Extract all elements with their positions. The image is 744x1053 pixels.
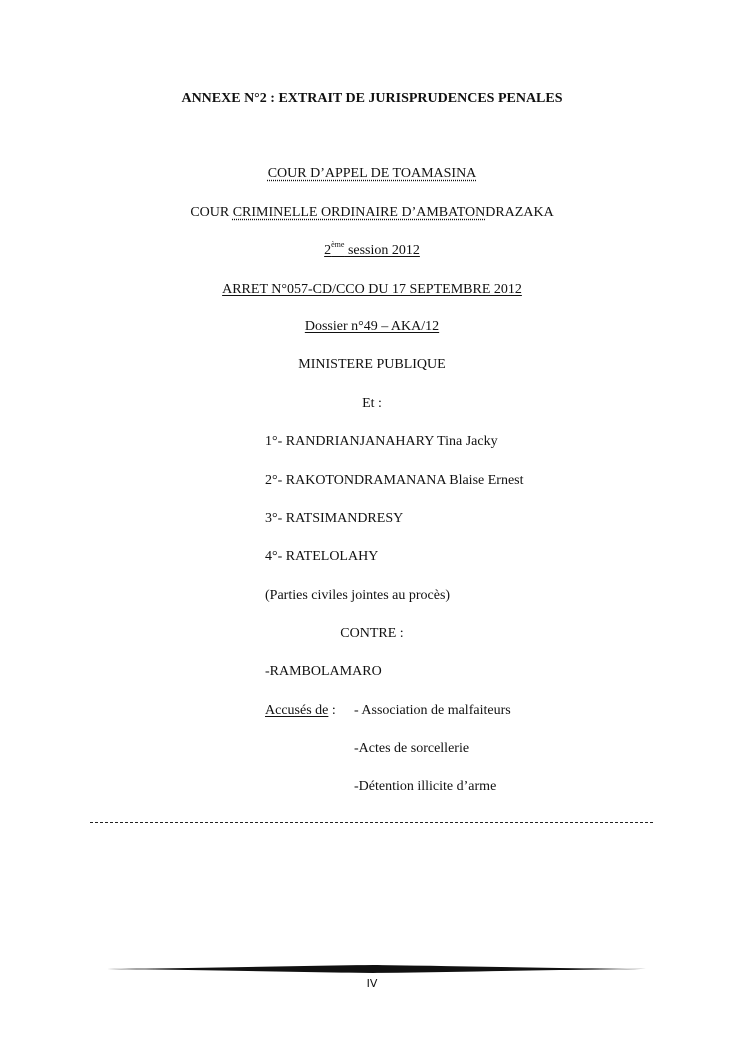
- arret-line: [0, 283, 744, 297]
- dossier-line: [0, 320, 744, 334]
- party-item: 1°- RANDRIANJANAHARY Tina Jacky: [265, 434, 498, 449]
- party-item: 4°- RATELOLAHY: [265, 549, 379, 564]
- court-name-text: COUR D’APPEL DE TOAMASINA: [267, 166, 477, 181]
- party-item: 3°- RATSIMANDRESY: [265, 511, 404, 526]
- session-superscript: ème: [331, 240, 345, 249]
- criminal-court-prefix: COUR: [190, 205, 233, 220]
- court-name: [0, 167, 744, 181]
- criminal-court-name: [0, 206, 744, 220]
- charge-item: -Détention illicite d’arme: [354, 779, 497, 794]
- charges-colon: :: [328, 703, 336, 718]
- page-number: IV: [366, 977, 378, 990]
- charge-item: -Actes de sorcellerie: [354, 741, 470, 756]
- annex-title: ANNEXE N°2 : EXTRAIT DE JURISPRUDENCES PENALES: [181, 91, 563, 106]
- session-rest: session 2012: [344, 243, 420, 258]
- dossier-text: Dossier n°49 – AKA/12: [304, 319, 440, 334]
- criminal-court-suffix: DRAZAKA: [485, 205, 554, 220]
- session-text: [324, 240, 420, 258]
- et-label: Et :: [362, 396, 382, 411]
- accused-name: -RAMBOLAMARO: [265, 664, 382, 679]
- contre-label: CONTRE :: [340, 626, 404, 641]
- charges-heading: [265, 704, 336, 718]
- footer-rule: [100, 962, 646, 976]
- session-number: 2: [324, 243, 332, 258]
- ministere-publique: MINISTERE PUBLIQUE: [298, 357, 446, 372]
- charges-label: Accusés de: [265, 703, 329, 718]
- charge-item: - Association de malfaiteurs: [354, 703, 511, 718]
- arret-text: ARRET N°057-CD/CCO DU 17 SEPTEMBRE 2012: [222, 282, 522, 297]
- session-line: [0, 240, 744, 258]
- dashed-separator: [90, 822, 653, 823]
- party-item: 2°- RAKOTONDRAMANANA Blaise Ernest: [265, 473, 524, 488]
- criminal-court-middle: CRIMINELLE ORDINAIRE D’AMBATON: [232, 205, 486, 220]
- parties-note: (Parties civiles jointes au procès): [265, 588, 451, 603]
